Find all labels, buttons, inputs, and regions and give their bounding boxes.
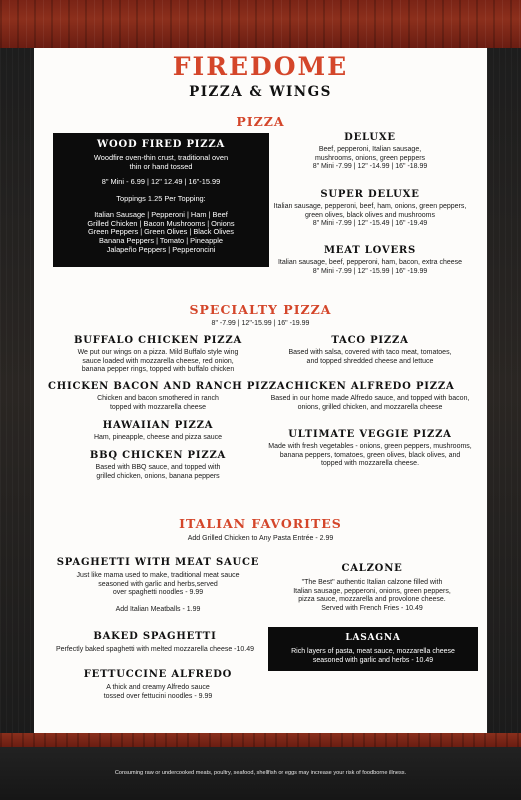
item-title-chicken-alfredo: CHICKEN ALFREDO PIZZA [285,381,455,392]
deluxe-desc: mushrooms, onions, green peppers [314,154,426,162]
item-title-bbq: BBQ CHICKEN PIZZA [89,450,227,461]
super-deluxe-desc: Italian sausage, pepperoni, beef, ham, onions, green peppers, [273,203,467,210]
topping-line: Grilled Chicken | Bacon Mushrooms | Onions [87,218,235,228]
spaghetti-desc: seasoned with garlic and herbs,served [98,580,218,588]
calzone-desc: pizza sauce, mozzarella and provolone cheese. [298,596,446,604]
deluxe-prices: 8" Mini -7.99 | 12" -14.99 | 16" -18.99 [312,163,428,171]
lasagna-desc: Rich layers of pasta, meat sauce, mozzarella cheese [291,648,455,655]
fettuccine-block [48,669,268,701]
left-border [0,48,34,733]
spaghetti-desc: over spaghetti noodles - 9.99 [112,589,204,597]
foodborne-illness-disclaimer: Consuming raw or undercooked meats, poultry, seafood, shellfish or eggs may increase your risk of foodborne illness. [114,770,407,776]
super-deluxe-prices: 8" Mini -7.99 | 12" -15.49 | 16" -19.49 [312,220,428,228]
wood-fired-desc-2: thin or hand tossed [129,161,193,171]
item-title-chicken-bacon: CHICKEN BACON AND RANCH PIZZA [48,381,286,392]
veggie-desc: banana peppers, tomatoes, green olives, black olives, and [279,451,461,459]
baked-spaghetti-desc: Perfectly baked spaghetti with melted mozzarella cheese -10.49 [55,646,255,653]
item-title-wood-fired: WOOD FIRED PIZZA [96,139,226,150]
calzone-desc: Served with French Fries - 10.49 [321,605,423,613]
pasta-addon-note: Add Grilled Chicken to Any Pasta Entrée - 2.99 [187,535,334,542]
wood-fired-pizza-box [53,133,269,267]
chicken-bacon-block [48,381,286,412]
section-heading-pizza: PIZZA [236,114,285,129]
meat-lovers-prices: 8" Mini -7.99 | 12" -15.99 | 16" -19.99 [312,267,428,275]
calzone-desc: Italian sausage, pepperoni, onions, green peppers, [293,587,451,595]
item-title-super-deluxe: SUPER DELUXE [320,189,420,200]
calzone-block [266,563,478,614]
meat-lovers-desc: Italian sausage, beef, pepperoni, ham, bacon, extra cheese [277,259,463,266]
item-title-lasagna: LASAGNA [345,633,401,643]
topping-line: Green Peppers | Green Olives | Black Olives [88,227,234,237]
lasagna-desc: seasoned with garlic and herbs - 10.49 [312,656,434,664]
alfredo-pizza-block [260,381,480,412]
item-title-calzone: CALZONE [341,563,403,574]
meatballs-addon: Add Italian Meatballs - 1.99 [115,606,201,614]
wood-footer-band [0,733,521,747]
meat-lovers-block [262,245,478,276]
item-title-deluxe: DELUXE [344,132,396,143]
super-deluxe-block [262,189,478,229]
veggie-block [260,429,480,469]
item-title-taco: TACO PIZZA [331,335,409,346]
item-title-spaghetti: SPAGHETTI WITH MEAT SAUCE [56,557,260,568]
fettuccine-desc: A thick and creamy Alfredo sauce [106,684,210,691]
hawaiian-block [48,420,268,443]
section-heading-specialty: SPECIALTY PIZZA [189,302,332,317]
buffalo-desc: banana pepper rings, topped with buffalo chicken [81,366,235,374]
chicken-bacon-desc: Chicken and bacon smothered in ranch [97,395,219,402]
specialty-prices: 8" -7.99 | 12"-15.99 | 16" -19.99 [211,320,310,327]
topping-line: Jalapeño Peppers | Pepperoncini [106,244,216,254]
spaghetti-desc: Just like mama used to make, traditional meat sauce [76,572,240,579]
buffalo-block [48,335,268,375]
topping-line: Italian Sausage | Pepperoni | Ham | Beef [94,209,228,219]
section-heading-italian: ITALIAN FAVORITES [179,516,342,531]
wood-header-band [0,0,521,48]
calzone-desc: "The Best" authentic Italian calzone filled with [301,579,443,586]
wood-fired-toppings-price: Toppings 1.25 Per Topping: [116,194,206,204]
buffalo-desc: We put our wings on a pizza. Mild Buffalo style wing [77,349,239,356]
restaurant-name: FIREDOME [172,52,349,81]
alfredo-desc: Based in our home made Alfredo sauce, and topped with bacon, [270,395,470,402]
wood-fired-prices: 8" Mini - 6.99 | 12" 12.49 | 16"-15.99 [101,177,221,187]
alfredo-desc: onions, grilled chicken, and mozzarella cheese [297,403,443,411]
item-title-meat-lovers: MEAT LOVERS [323,245,417,256]
deluxe-block [268,132,472,172]
item-title-hawaiian: HAWAIIAN PIZZA [102,420,214,431]
veggie-desc: topped with mozzarella cheese. [320,460,420,468]
topping-line: Banana Peppers | Tomato | Pineapple [98,235,224,245]
veggie-desc: Made with fresh vegetables - onions, green peppers, mushrooms, [268,443,472,450]
chicken-bacon-desc: topped with mozzarella cheese [109,403,207,411]
lasagna-box [268,627,478,671]
spaghetti-block [48,557,268,615]
deluxe-desc: Beef, pepperoni, Italian sausage, [318,146,422,153]
fettuccine-desc: tossed over fettucini noodles - 9.99 [103,692,213,700]
bbq-desc: Based with BBQ sauce, and topped with [95,464,221,471]
item-title-baked-spaghetti: BAKED SPAGHETTI [93,631,217,642]
item-title-buffalo: BUFFALO CHICKEN PIZZA [73,335,243,346]
taco-block [266,335,474,366]
hawaiian-desc: Ham, pineapple, cheese and pizza sauce [93,434,223,441]
super-deluxe-desc: green olives, black olives and mushrooms [305,211,435,219]
taco-desc: and topped shredded cheese and lettuce [306,357,434,365]
restaurant-subtitle: PIZZA & WINGS [189,84,332,100]
item-title-veggie: ULTIMATE VEGGIE PIZZA [288,429,452,440]
bbq-block [48,450,268,481]
buffalo-desc: sauce loaded with mozzarella cheese, red onion, [82,357,234,365]
right-border [487,48,521,733]
item-title-fettuccine: FETTUCCINE ALFREDO [83,669,233,680]
bbq-desc: grilled chicken, onions, banana peppers [96,472,220,480]
taco-desc: Based with salsa, covered with taco meat, tomatoes, [288,349,452,356]
baked-spaghetti-block [34,631,276,655]
wood-fired-desc-1: Woodfire oven-thin crust, traditional oven [93,153,229,162]
